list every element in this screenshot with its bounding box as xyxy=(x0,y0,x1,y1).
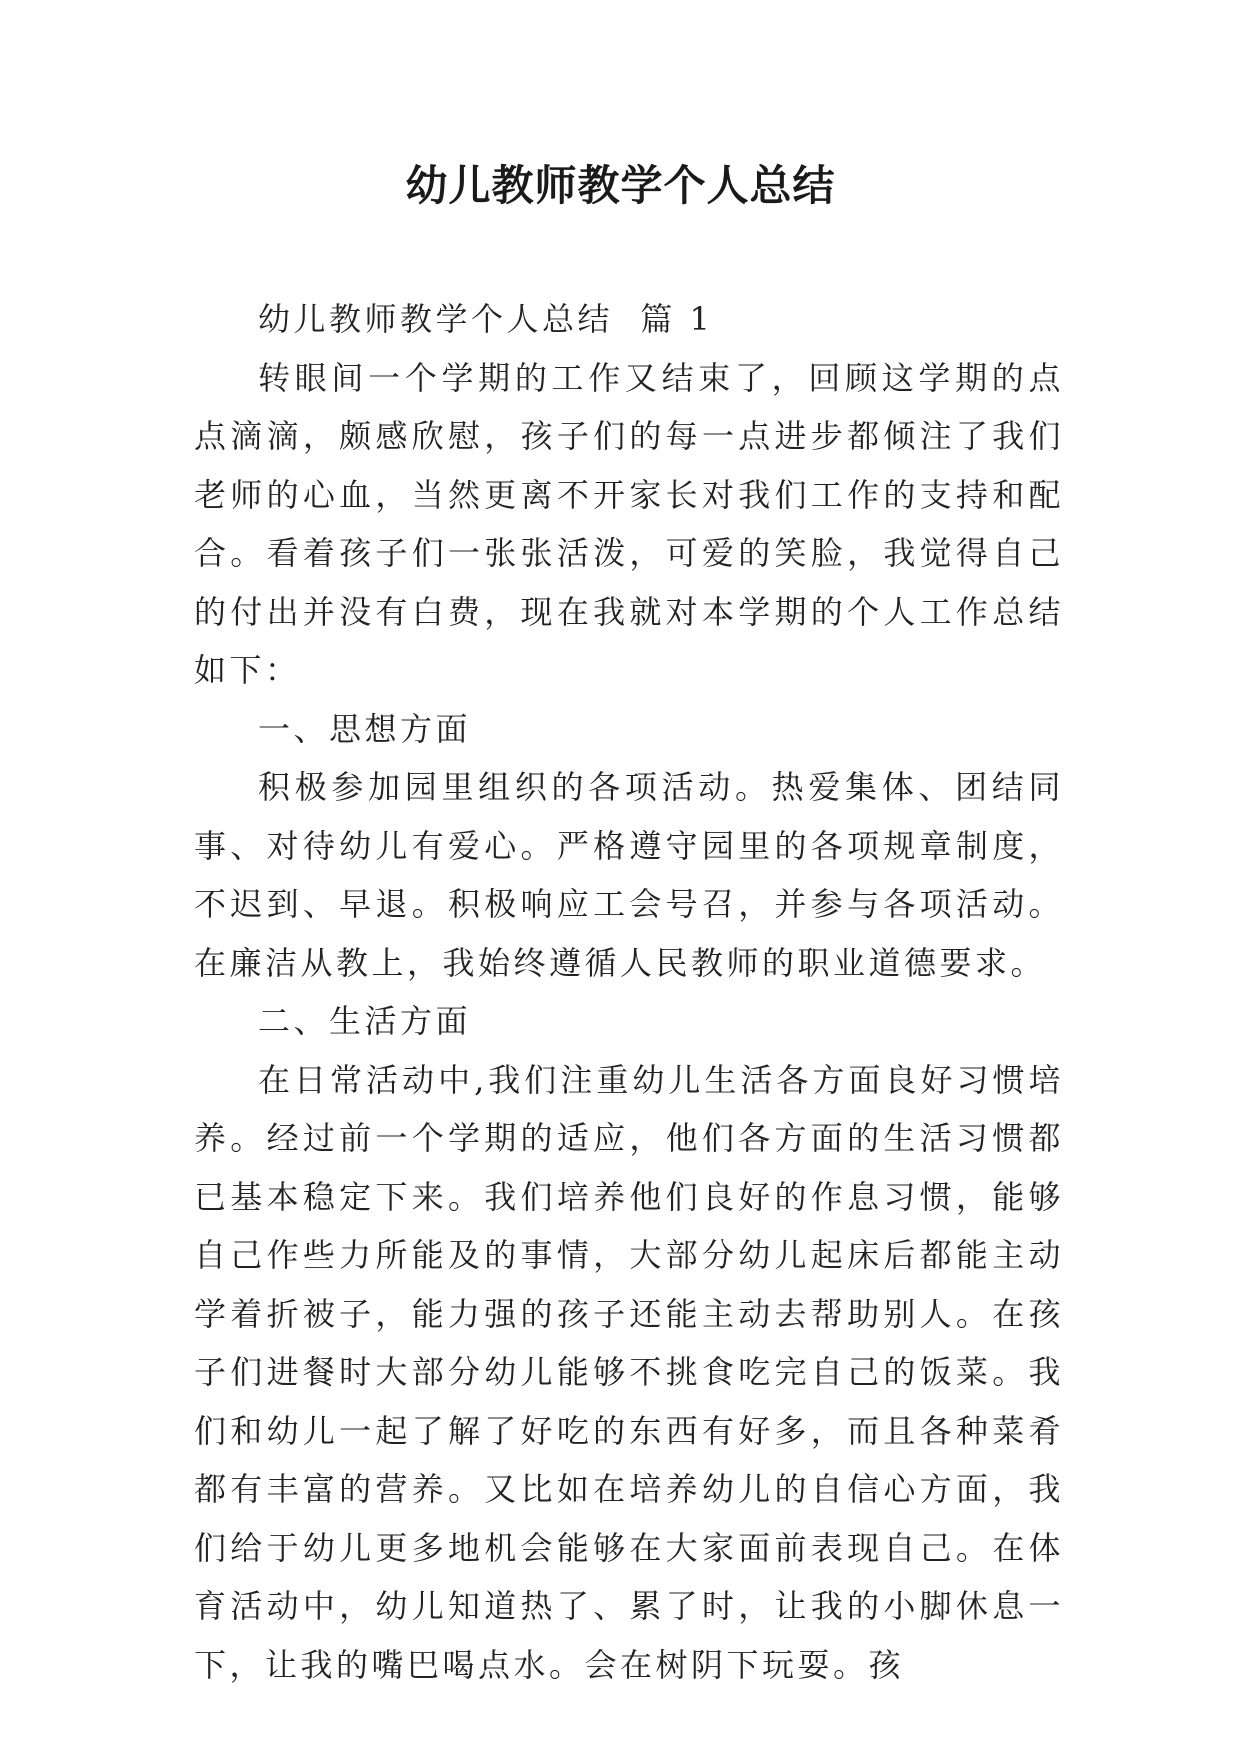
thought-paragraph: 积极参加园里组织的各项活动。热爱集体、团结同事、对待幼儿有爱心。严格遵守园里的各项规章制度，不迟到、早退。积极响应工会号召，并参与各项活动。在廉洁从教上，我始终遵循人民教师的职业道德要求。 xyxy=(194,768,1064,982)
document-title: 幼儿教师教学个人总结 xyxy=(405,161,836,210)
life-paragraph: 在日常活动中,我们注重幼儿生活各方面良好习惯培养。经过前一个学期的适应，他们各方面的生活习惯都已基本稳定下来。我们培养他们良好的作息习惯，能够自己作些力所能及的事情，大部分幼儿起床后都能主动学着折被子，能力强的孩子还能主动去帮助别人。在孩子们进餐时大部分幼儿能够不挑食吃完自己的饭菜。我们和幼儿一起了解了好吃的东西有好多，而且各种菜肴都有丰富的营养。又比如在培养幼儿的自信心方面，我们给于幼儿更多地机会能够在大家面前表现自己。在体育活动中，幼儿知道热了、累了时，让我的小脚休息一下，让我的嘴巴喝点水。会在树阴下玩耍。孩 xyxy=(194,1060,1064,1684)
heading-thought: 一、思想方面 xyxy=(258,709,472,748)
heading-life: 二、生活方面 xyxy=(258,1002,472,1040)
document-body xyxy=(194,290,1064,1694)
section-heading: 幼儿教师教学个人总结 篇 1 xyxy=(258,300,714,338)
intro-paragraph: 转眼间一个学期的工作又结束了，回顾这学期的点点滴滴，颇感欣慰，孩子们的每一点进步都倾注了我们老师的心血，当然更离不开家长对我们工作的支持和配合。看着孩子们一张张活泼，可爱的笑脸，我觉得自己的付出并没有白费，现在我就对本学期的个人工作总结如下： xyxy=(194,358,1064,689)
